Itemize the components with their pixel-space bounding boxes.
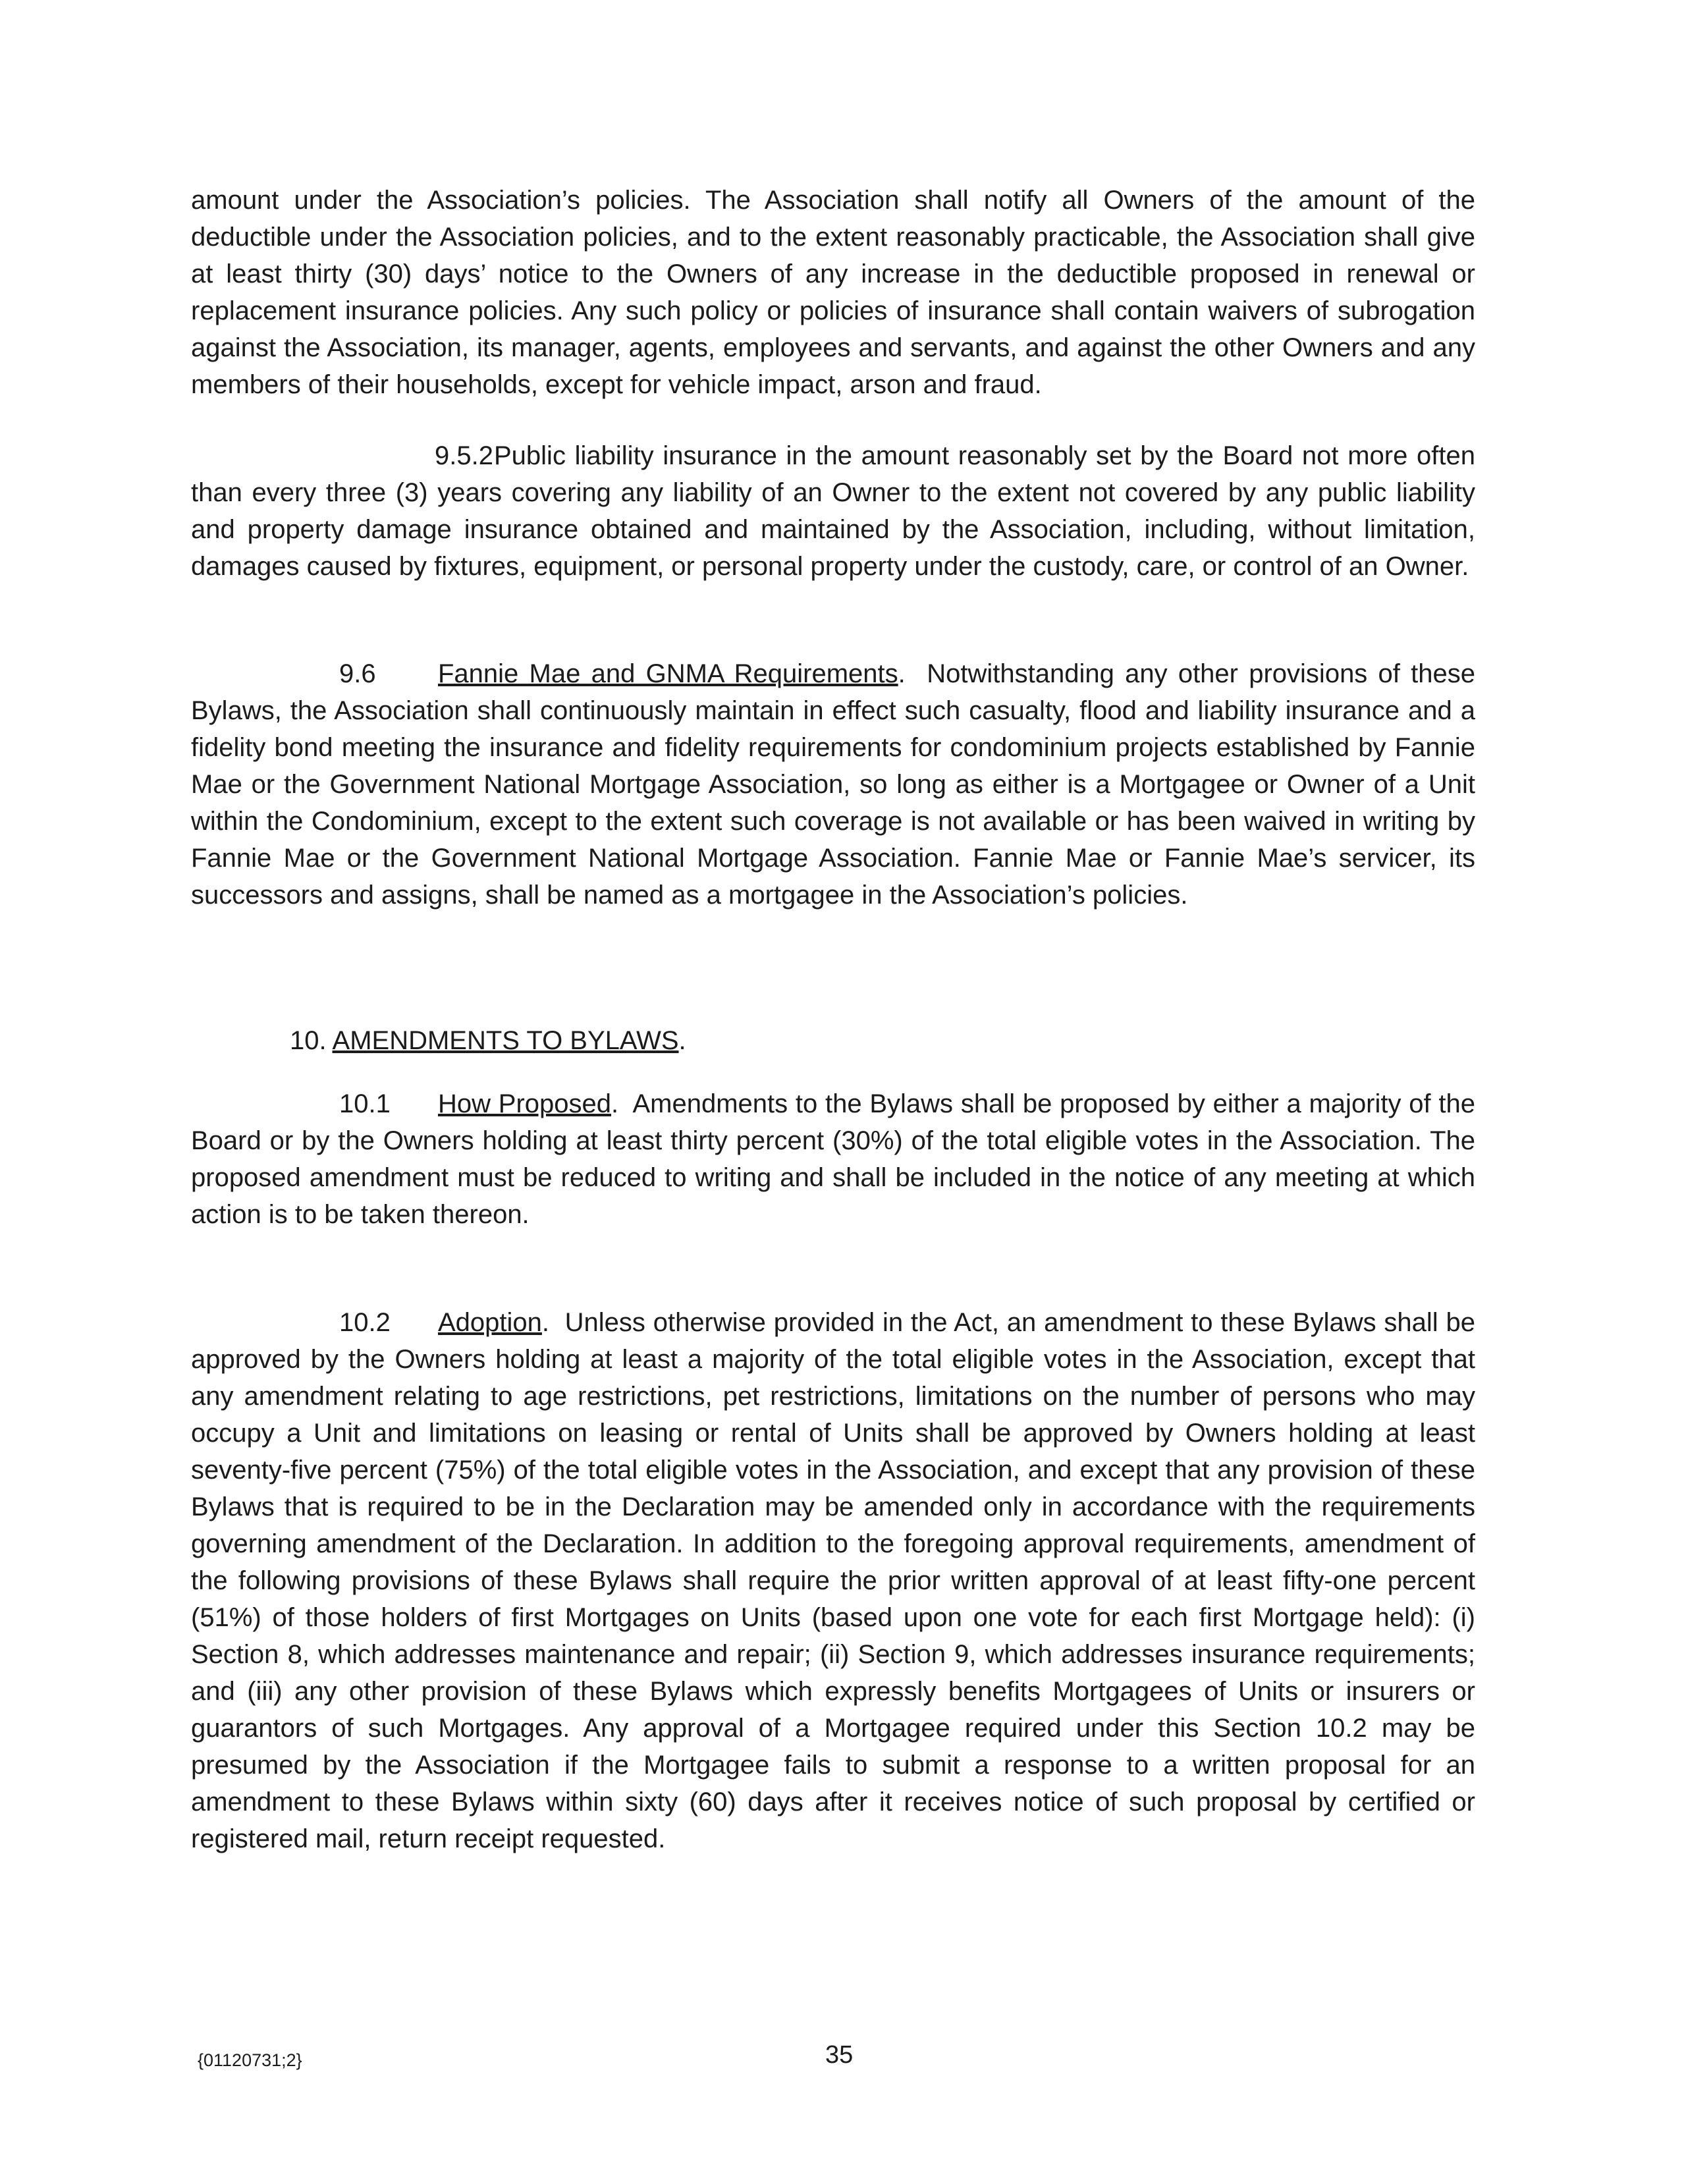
section-10-2: 10.2 Adoption. Unless otherwise provided in the Act, an amendment to these Bylaws shall be approved by the Owners holding at least a majority of the total eligible votes in the Association, except that any amendment relating to age restrictions, pet restrictions, limitations on the number of persons who may occupy a Unit and limitations on leasing or rental of Units shall be approved by Owners holding at least seventy-five percent (75%) of the total eligible votes in the Association, and except that any provision of these Bylaws that is required to be in the Declaration may be amended only in accordance with the requirements governing amendment of the Declaration. In addition to the foregoing approval requirements, amendment of the following provisions of these Bylaws shall require the prior written approval of at least fifty-one percent (51%) of those holders of first Mortgages on Units (based upon one vote for each first Mortgage held): (i) Section 8, which addresses maintenance and repair; (ii) Section 9, which addresses insurance requirements; and (iii) any other provision of these Bylaws which expressly benefits Mortgagees of Units or insurers or guarantors of such Mortgages. Any approval of a Mortgagee required under this Section 10.2 may be presumed by the Association if the Mortgagee fails to submit a response to a written proposal for an amendment to these Bylaws within sixty (60) days after it receives notice of such proposal by certified or registered mail, return receipt requested.	[191, 1304, 1475, 1857]
document-id: {01120731;2}	[198, 2050, 302, 2070]
section-title: Adoption	[438, 1308, 542, 1337]
section-9-5-2	[191, 437, 1475, 585]
section-10-1: 10.1 How Proposed. Amendments to the Bylaws shall be proposed by either a majority of the Board or by the Owners holding at least thirty percent (30%) of the total eligible votes in the Association. The proposed amendment must be reduced to writing and shall be included in the notice of any meeting at which action is to be taken thereon.	[191, 1085, 1475, 1233]
section-9-6: 9.6 Fannie Mae and GNMA Requirements. Notwithstanding any other provisions of these Bylaws, the Association shall continuously maintain in effect such casualty, flood and liability insurance and a fidelity bond meeting the insurance and fidelity requirements for condominium projects established by Fannie Mae or the Government National Mortgage Association, so long as either is a Mortgagee or Owner of a Unit within the Condominium, except to the extent such coverage is not available or has been waived in writing by Fannie Mae or the Government National Mortgage Association. Fannie Mae or Fannie Mae’s servicer, its successors and assigns, shall be named as a mortgagee in the Association’s policies.	[191, 655, 1475, 914]
section-title: AMENDMENTS TO BYLAWS	[332, 1026, 679, 1055]
section-body: Unless otherwise provided in the Act, an amendment to these Bylaws shall be approved by the Owners holding at least a majority of the total eligible votes in the Association, except that any amendment relating to age restrictions, pet restrictions, limitations on the number of persons who may occupy a Unit and limitations on leasing or rental of Units shall be approved by Owners holding at least seventy-five percent (75%) of the total eligible votes in the Association, and except that any provision of these Bylaws that is required to be in the Declaration may be amended only in accordance with the requirements governing amendment of the Declaration. In addition to the foregoing approval requirements, amendment of the following provisions of these Bylaws shall require the prior written approval of at least fifty-one percent (51%) of those holders of first Mortgages on Units (based upon one vote for each first Mortgage held): (i) Section 8, which addresses maintenance and repair; (ii) Section 9, which addresses insurance requirements; and (iii) any other provision of these Bylaws which expressly benefits Mortgagees of Units or insurers or guarantors of such Mortgages. Any approval of a Mortgagee required under this Section 10.2 may be presumed by the Association if the Mortgagee fails to submit a response to a written proposal for an amendment to these Bylaws within sixty (60) days after it receives notice of such proposal by certified or registered mail, return receipt requested.	[191, 1308, 1475, 1853]
page-number: 35	[825, 2041, 854, 2069]
section-number: 10.	[290, 1026, 327, 1055]
section-number: 10.2	[339, 1308, 391, 1337]
section-number: 9.6	[339, 659, 376, 688]
section-10-heading: 10. AMENDMENTS TO BYLAWS.	[290, 1026, 686, 1055]
section-title: Fannie Mae and GNMA Requirements	[438, 659, 898, 688]
section-number: 9.5.2	[435, 441, 493, 470]
section-number: 10.1	[339, 1089, 391, 1118]
section-body: Public liability insurance in the amount reasonably set by the Board not more often than every three (3) years covering any liability of an Owner to the extent not covered by any public liability and property damage insurance obtained and maintained by the Association, including, without limitation, damages caused by fixtures, equipment, or personal property under the custody, care, or control of an Owner.	[191, 441, 1475, 581]
section-body: Amendments to the Bylaws shall be proposed by either a majority of the Board or by the Owners holding at least thirty percent (30%) of the total eligible votes in the Association. The proposed amendment must be reduced to writing and shall be included in the notice of any meeting at which action is to be taken thereon.	[191, 1089, 1475, 1229]
section-body: Notwithstanding any other provisions of these Bylaws, the Association shall continuously maintain in effect such casualty, flood and liability insurance and a fidelity bond meeting the insurance and fidelity requirements for condominium projects established by Fannie Mae or the Government National Mortgage Association, so long as either is a Mortgagee or Owner of a Unit within the Condominium, except to the extent such coverage is not available or has been waived in writing by Fannie Mae or the Government National Mortgage Association. Fannie Mae or Fannie Mae’s servicer, its successors and assigns, shall be named as a mortgagee in the Association’s policies.	[191, 659, 1476, 910]
section-title: How Proposed	[438, 1089, 612, 1118]
paragraph-continuation: amount under the Association’s policies. The Association shall notify all Owners of the amount of the deductible under the Association policies, and to the extent reasonably practicable, the Association shall give at least thirty (30) days’ notice to the Owners of any increase in the deductible proposed in renewal or replacement insurance policies. Any such policy or policies of insurance shall contain waivers of subrogation against the Association, its manager, agents, employees and servants, and against the other Owners and any members of their households, except for vehicle impact, arson and fraud.	[191, 186, 1475, 399]
